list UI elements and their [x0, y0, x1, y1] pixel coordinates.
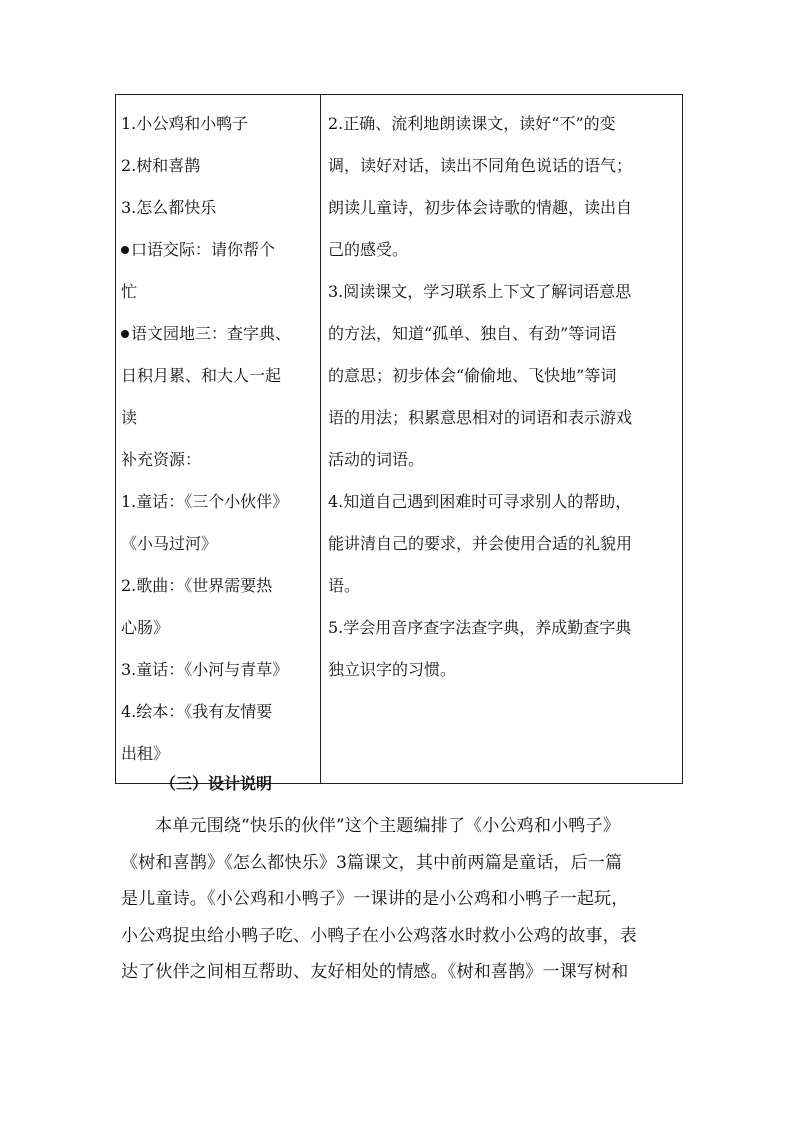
lesson-list-text: 口语交际：请你帮个	[131, 240, 276, 259]
lesson-list-line	[116, 733, 320, 775]
lesson-list-line	[116, 439, 320, 481]
unit-content-table	[115, 94, 683, 784]
lesson-list-line	[116, 607, 320, 649]
lesson-list-line	[116, 481, 320, 523]
lesson-list-text: 4.绘本：《我有友情要	[121, 702, 273, 721]
bullet-icon	[121, 330, 129, 338]
learning-goal-line: 2.正确、流利地朗读课文，读好“不”的变	[328, 114, 616, 133]
lesson-list-line	[116, 691, 320, 733]
lesson-list-text: 《小马过河》	[121, 534, 218, 553]
lesson-list-line	[116, 103, 320, 145]
learning-goal-line: 的意思；初步体会“偷偷地、飞快地”等词	[328, 366, 617, 385]
lesson-list-text: 日积月累、和大人一起	[121, 366, 282, 385]
learning-goal-line: 己的感受。	[328, 240, 409, 259]
paragraph-line: 达了伙伴之间相互帮助、友好相处的情感。《树和喜鹊》一课写树和	[121, 962, 629, 982]
lesson-list-text: 补充资源：	[121, 450, 202, 469]
paragraph-line: 小公鸡捉虫给小鸭子吃、小鸭子在小公鸡落水时救小公鸡的故事，表	[121, 925, 637, 946]
lesson-list-text: 心肠》	[121, 618, 170, 637]
lesson-list-text: 读	[121, 408, 138, 427]
lesson-list-line	[116, 355, 320, 397]
learning-goal-line: 调，读好对话，读出不同角色说话的语气；	[328, 156, 633, 175]
lesson-list-text: 3.童话：《小河与青草》	[121, 660, 289, 679]
paragraph-line: 本单元围绕“快乐的伙伴”这个主题编排了《小公鸡和小鸭子》	[155, 816, 620, 836]
learning-goal-line: 4.知道自己遇到困难时可寻求别人的帮助，	[328, 492, 632, 511]
lesson-list-text: 忙	[121, 282, 138, 301]
lesson-list-line	[116, 397, 320, 439]
table-row	[116, 95, 683, 784]
lesson-list-line	[116, 229, 320, 271]
learning-goal-line: 的方法，知道“孤单、独自、有劲”等词语	[328, 324, 617, 343]
lesson-list-line	[116, 649, 320, 691]
learning-goal-line: 活动的词语。	[328, 450, 425, 469]
learning-goal-line: 能讲清自己的要求，并会使用合适的礼貌用	[328, 534, 633, 553]
lesson-list-text: 2.树和喜鹊	[121, 156, 201, 175]
learning-goal-line: 3.阅读课文，学习联系上下文了解词语意思	[328, 282, 632, 301]
lesson-list-text: 出租》	[121, 744, 170, 763]
lesson-list-text: 2.歌曲：《世界需要热	[121, 576, 273, 595]
bullet-icon	[121, 246, 129, 254]
paragraph-line: 是儿童诗。《小公鸡和小鸭子》一课讲的是小公鸡和小鸭子一起玩，	[121, 889, 629, 909]
design-description-paragraph	[121, 808, 681, 991]
paragraph-line: 《树和喜鹊》《怎么都快乐》3篇课文，其中前两篇是童话，后一篇	[121, 852, 623, 873]
learning-goal-line: 独立识字的习惯。	[328, 660, 457, 679]
lesson-list-text: 1.童话：《三个小伙伴》	[121, 492, 289, 511]
lesson-list-line	[116, 145, 320, 187]
learning-goal-line: 朗读儿童诗，初步体会诗歌的情趣，读出自	[328, 198, 633, 217]
learning-goal-line: 5.学会用音序查字法查字典，养成勤查字典	[328, 618, 632, 637]
lesson-list-text: 3.怎么都快乐	[121, 198, 217, 217]
lesson-list-line	[116, 271, 320, 313]
lesson-list-line	[116, 187, 320, 229]
lesson-list-line	[116, 523, 320, 565]
learning-goals-cell	[321, 95, 683, 784]
lesson-list-text: 1.小公鸡和小鸭子	[121, 114, 249, 133]
section-heading: （三）设计说明	[160, 774, 273, 793]
learning-goal-line: 语。	[328, 576, 361, 595]
lesson-list-text: 语文园地三：查字典、	[131, 324, 292, 343]
lesson-list-line	[116, 313, 320, 355]
learning-goals-list	[321, 95, 682, 699]
lesson-list-cell	[116, 95, 321, 784]
lesson-list-line	[116, 565, 320, 607]
learning-goal-line: 语的用法；积累意思相对的词语和表示游戏	[328, 408, 633, 427]
lesson-list	[116, 95, 320, 783]
